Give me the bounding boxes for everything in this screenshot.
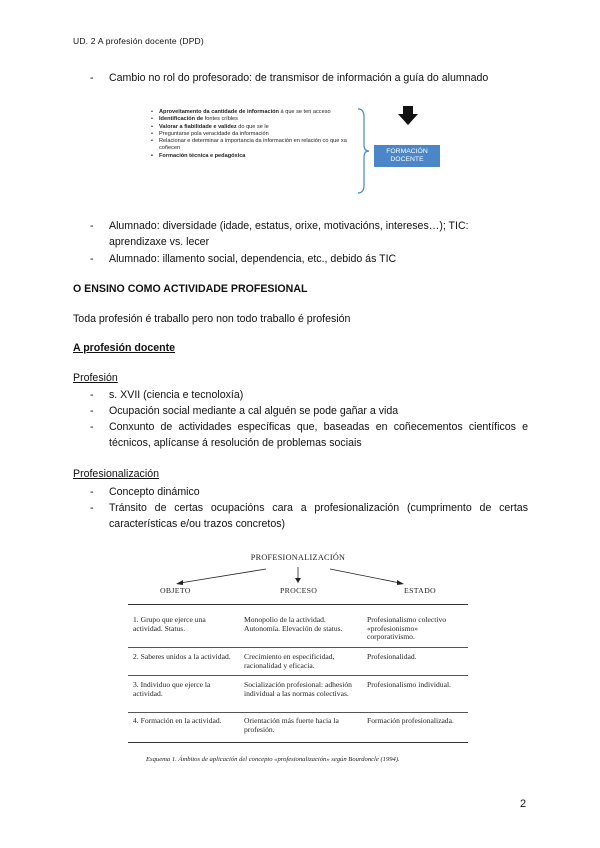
intro-text: Toda profesión é traballo pero non todo traballo é profesión: [73, 313, 351, 325]
figure-list-item: • Preguntarse pola veracidade da información: [151, 130, 269, 137]
list-item: [90, 404, 528, 420]
figure-list-item: • Formación técnica e pedagóxica: [151, 152, 246, 159]
figure-title: PROFESIONALIZACIÓN: [250, 553, 346, 562]
table-cell: Formación profesionalizada.: [367, 716, 454, 725]
table-cell: Profesionalidad.: [367, 652, 417, 661]
table-cell: 2. Saberes unidos a la actividad.: [133, 652, 231, 661]
bullet-dash: -: [90, 502, 94, 514]
list-item: [90, 71, 528, 87]
figure-caption: Esquema 1. Ámbitos de aplicación del concepto «profesionalización» según Bourdoncle (1994).: [146, 756, 400, 763]
formacion-docente-figure: [150, 103, 480, 198]
table-cell: 1. Grupo que ejerce una actividad. Status.: [133, 615, 206, 633]
table-rule: [128, 647, 468, 648]
list-item: [90, 388, 528, 404]
table-rule: [128, 712, 468, 713]
table-rule: [128, 742, 468, 743]
list-item: [90, 219, 528, 250]
list-item-text: Concepto dinámico: [109, 486, 200, 498]
bullet-dash: -: [90, 486, 94, 498]
down-arrow-icon: [397, 105, 419, 127]
table-cell: Orientación más fuerte hacia la profesión.: [244, 716, 339, 734]
formacion-docente-box: FORMACIÓN DOCENTE: [374, 145, 440, 167]
section-title: O ENSINO COMO ACTIVIDADE PROFESIONAL: [73, 283, 308, 295]
figure-list-item: • Aproveitamento da cantidade de información á que se ten acceso: [151, 109, 331, 115]
profesionalizacion-heading: Profesionalización: [73, 468, 159, 480]
figure-list-item: • Identificación de fontes críbles: [151, 116, 238, 123]
column-header: ESTADO: [404, 586, 436, 595]
table-cell: 3. Individuo que ejerce la actividad.: [133, 680, 211, 698]
profesion-heading: Profesión: [73, 372, 118, 384]
figure-list-item: • Valorar a fiabilidade e validez do que se le: [151, 123, 269, 130]
list-item-text: Conxunto de actividades específicas que, baseadas en coñecementos científicos e técnicos, aplícanse á resolución de problemas sociais: [109, 421, 528, 449]
bullet-dash: -: [90, 220, 94, 232]
list-item-text: Alumnado: illamento social, dependencia, etc., debido ás TIC: [109, 253, 397, 265]
brace-icon: [356, 107, 370, 195]
list-item-text: Ocupación social mediante a cal alguén se pode gañar a vida: [109, 405, 399, 417]
page-header: UD. 2 A profesión docente (DPD): [73, 36, 204, 46]
figure-list-item: • Relacionar e determinar a importancia da información en relación co que xa coñecen: [151, 138, 347, 152]
table-rule: [128, 675, 468, 676]
page-number: 2: [520, 798, 527, 810]
list-item: [90, 252, 528, 268]
list-item-text: s. XVII (ciencia e tecnoloxía): [109, 389, 244, 401]
list-item-text: Cambio no rol do profesorado: de transmisor de información a guía do alumnado: [109, 72, 489, 84]
table-rule: [128, 604, 468, 605]
bullet-dash: -: [90, 72, 94, 84]
bullet-dash: -: [90, 421, 94, 433]
table-cell: Crecimiento en especificidad, racionalidad y eficacia.: [244, 652, 335, 670]
list-item: [90, 485, 528, 501]
profesionalizacion-figure: [128, 553, 468, 773]
bullet-dash: -: [90, 389, 94, 401]
branch-arrows-icon: [128, 561, 468, 606]
bullet-dash: -: [90, 405, 94, 417]
table-cell: Profesionalismo colectivo «profesionismo» corporativismo.: [367, 615, 447, 642]
table-cell: Socialización profesional: adhesión individual a las normas colectivas.: [244, 680, 352, 698]
column-header: OBJETO: [160, 586, 191, 595]
list-item-text: Alumnado: diversidade (idade, estatus, orixe, motivacións, intereses…); TIC: aprendizaxe vs. lecer: [109, 220, 469, 248]
table-cell: Profesionalismo individual.: [367, 680, 451, 689]
list-item-text: Tránsito de certas ocupacións cara a profesionalización (cumprimento de certas características e/ou trazos concretos): [109, 502, 528, 530]
list-item: [90, 420, 528, 451]
column-header: PROCESO: [280, 586, 318, 595]
figure-list: [150, 109, 355, 160]
table-cell: 4. Formación en la actividad.: [133, 716, 222, 725]
table-cell: Monopolio de la actividad. Autonomía. Elevación de status.: [244, 615, 343, 633]
list-item: [90, 501, 528, 532]
bullet-dash: -: [90, 253, 94, 265]
subsection-title: A profesión docente: [73, 342, 176, 354]
